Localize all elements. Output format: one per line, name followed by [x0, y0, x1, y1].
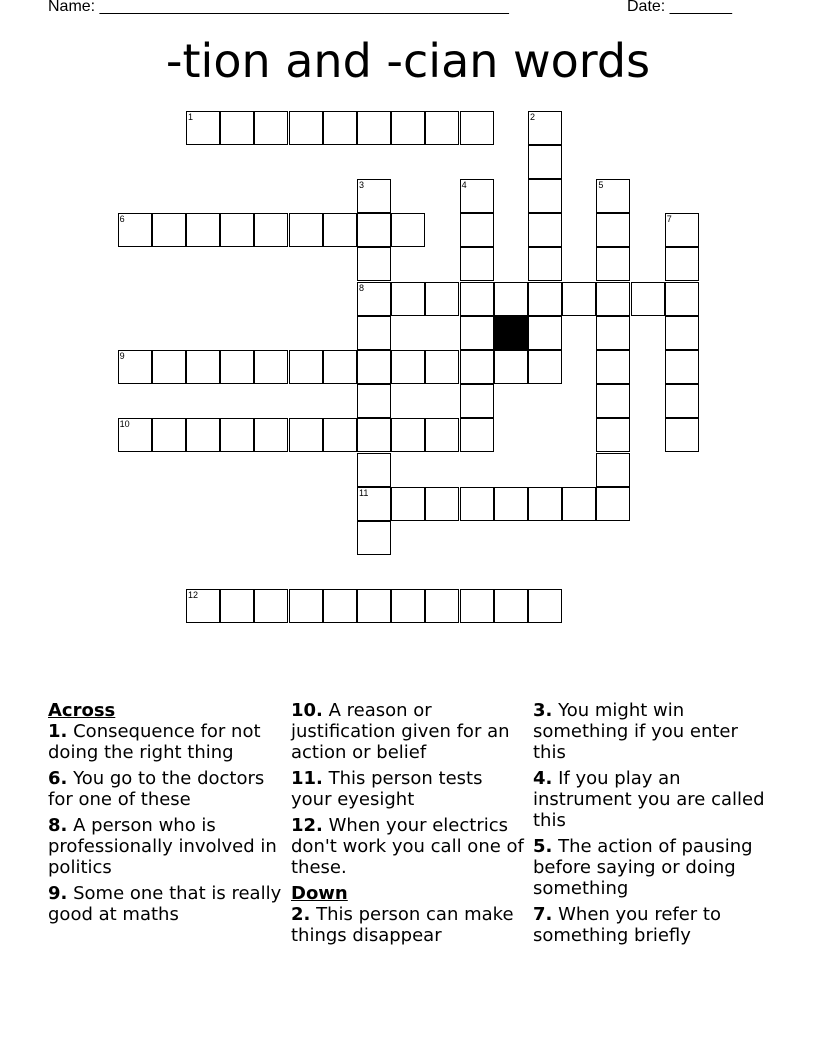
clue-item	[291, 815, 527, 878]
grid-cell[interactable]	[665, 213, 699, 247]
clue-text: When your electrics don't work you call one of these.	[291, 815, 524, 878]
grid-cell[interactable]	[631, 282, 665, 316]
clue-number: 4	[461, 180, 467, 190]
clue-item	[48, 721, 284, 763]
clue-text: A person who is professionally involved in politics	[48, 815, 277, 878]
clue-item	[533, 700, 769, 763]
grid-cell[interactable]	[460, 589, 494, 623]
grid-cell[interactable]	[494, 350, 528, 384]
clue-text: This person tests your eyesight	[291, 768, 483, 810]
clue-text: The action of pausing before saying or doing something	[533, 836, 753, 899]
grid-cell[interactable]	[460, 111, 494, 145]
grid-cell[interactable]	[460, 384, 494, 418]
grid-cell[interactable]	[289, 589, 323, 623]
grid-cell[interactable]	[323, 350, 357, 384]
grid-cell[interactable]	[596, 282, 630, 316]
grid-cell[interactable]	[391, 213, 425, 247]
grid-cell[interactable]	[323, 213, 357, 247]
grid-cell[interactable]	[357, 247, 391, 281]
clue-number-label: 1.	[48, 721, 68, 742]
clue-item	[48, 768, 284, 810]
grid-cell[interactable]	[596, 247, 630, 281]
grid-cell[interactable]	[494, 282, 528, 316]
clue-number-label: 11.	[291, 768, 323, 789]
grid-cell[interactable]	[562, 282, 596, 316]
grid-cell[interactable]	[357, 111, 391, 145]
grid-cell[interactable]	[596, 384, 630, 418]
grid-cell[interactable]	[118, 350, 152, 384]
grid-cell[interactable]	[528, 247, 562, 281]
grid-cell[interactable]	[665, 350, 699, 384]
grid-cell[interactable]	[357, 316, 391, 350]
grid-cell[interactable]	[528, 179, 562, 213]
grid-cell[interactable]	[357, 589, 391, 623]
grid-cell[interactable]	[254, 213, 288, 247]
clue-number-label: 3.	[533, 700, 553, 721]
clue-item	[533, 904, 769, 946]
grid-cell[interactable]	[391, 111, 425, 145]
grid-cell[interactable]	[460, 213, 494, 247]
clue-item	[48, 883, 284, 925]
grid-cell[interactable]	[323, 111, 357, 145]
grid-cell[interactable]	[425, 589, 459, 623]
grid-cell[interactable]	[186, 589, 220, 623]
grid-cell[interactable]	[665, 384, 699, 418]
clue-number-label: 7.	[533, 904, 553, 925]
grid-cell[interactable]	[460, 179, 494, 213]
grid-cell[interactable]	[528, 316, 562, 350]
grid-cell[interactable]	[425, 418, 459, 452]
grid-cell[interactable]	[357, 384, 391, 418]
grid-cell[interactable]	[391, 418, 425, 452]
clue-number: 5	[598, 180, 604, 190]
grid-cell[interactable]	[460, 316, 494, 350]
grid-cell[interactable]	[289, 418, 323, 452]
grid-cell[interactable]	[596, 213, 630, 247]
clue-number: 6	[119, 214, 125, 225]
grid-cell[interactable]	[357, 213, 391, 247]
grid-cell[interactable]	[186, 111, 220, 145]
clue-number: 10	[119, 419, 130, 430]
clue-text: You go to the doctors for one of these	[48, 768, 265, 810]
clue-number-label: 5.	[533, 836, 553, 857]
clue-item	[291, 768, 527, 810]
grid-cell[interactable]	[323, 418, 357, 452]
grid-cell[interactable]	[254, 111, 288, 145]
name-field-label: Name: ______________________________________________	[48, 0, 509, 15]
grid-cell[interactable]	[528, 487, 562, 521]
grid-cell[interactable]	[220, 350, 254, 384]
grid-cell[interactable]	[289, 350, 323, 384]
grid-cell[interactable]	[460, 418, 494, 452]
clue-number-label: 4.	[533, 768, 553, 789]
grid-cell[interactable]	[220, 111, 254, 145]
grid-cell[interactable]	[425, 111, 459, 145]
clue-text: If you play an instrument you are called this	[533, 768, 765, 831]
grid-cell[interactable]	[425, 350, 459, 384]
clue-number-label: 12.	[291, 815, 323, 836]
grid-cell[interactable]	[460, 282, 494, 316]
grid-cell[interactable]	[254, 589, 288, 623]
clue-number-label: 10.	[291, 700, 323, 721]
clue-text: A reason or justification given for an action or belief	[291, 700, 510, 763]
grid-cell[interactable]	[391, 487, 425, 521]
clue-item	[533, 768, 769, 831]
grid-cell[interactable]	[220, 418, 254, 452]
grid-cell[interactable]	[118, 418, 152, 452]
clue-number: 3	[359, 180, 365, 190]
clue-section-heading: Down	[291, 883, 348, 904]
clue-column-2	[291, 700, 527, 951]
clue-number-label: 2.	[291, 904, 311, 925]
grid-cell[interactable]	[357, 453, 391, 487]
clue-item	[533, 836, 769, 899]
puzzle-title: -tion and -cian words	[165, 34, 651, 88]
grid-cell[interactable]	[596, 350, 630, 384]
clue-text: Some one that is really good at maths	[48, 883, 282, 925]
grid-cell[interactable]	[494, 589, 528, 623]
clue-item	[48, 815, 284, 878]
grid-cell[interactable]	[562, 487, 596, 521]
clue-section-heading: Across	[48, 700, 116, 721]
date-field-label: Date: _______	[627, 0, 732, 15]
grid-cell[interactable]	[460, 350, 494, 384]
grid-cell[interactable]	[665, 247, 699, 281]
clue-text: Consequence for not doing the right thing	[48, 721, 261, 763]
grid-cell[interactable]	[357, 521, 391, 555]
grid-cell[interactable]	[254, 418, 288, 452]
clue-text: You might win something if you enter this	[533, 700, 738, 763]
grid-cell[interactable]	[323, 589, 357, 623]
grid-cell[interactable]	[596, 453, 630, 487]
grid-cell[interactable]	[425, 282, 459, 316]
grid-cell[interactable]	[528, 111, 562, 145]
grid-cell[interactable]	[391, 350, 425, 384]
grid-cell[interactable]	[152, 418, 186, 452]
grid-cell[interactable]	[494, 487, 528, 521]
grid-cell[interactable]	[186, 213, 220, 247]
grid-cell[interactable]	[391, 282, 425, 316]
grid-cell[interactable]	[596, 179, 630, 213]
grid-cell[interactable]	[220, 213, 254, 247]
grid-cell[interactable]	[357, 350, 391, 384]
grid-cell[interactable]	[118, 213, 152, 247]
grid-cell[interactable]	[665, 418, 699, 452]
grid-cell[interactable]	[357, 282, 391, 316]
clue-number: 11	[359, 487, 369, 498]
grid-cell[interactable]	[425, 487, 459, 521]
black-square	[494, 316, 528, 350]
grid-cell[interactable]	[289, 213, 323, 247]
grid-cell[interactable]	[596, 418, 630, 452]
clue-column-1	[48, 700, 284, 930]
clue-number: 12	[188, 590, 199, 601]
grid-cell[interactable]	[152, 350, 186, 384]
grid-cell[interactable]	[152, 213, 186, 247]
clue-number: 7	[666, 214, 672, 225]
clue-number: 8	[359, 282, 365, 293]
clue-item	[291, 700, 527, 763]
grid-cell[interactable]	[528, 350, 562, 384]
clue-number: 2	[530, 111, 536, 122]
clue-column-3	[533, 700, 769, 951]
clue-number-label: 8.	[48, 815, 68, 836]
grid-cell[interactable]	[528, 589, 562, 623]
grid-cell[interactable]	[391, 589, 425, 623]
grid-cell[interactable]	[665, 282, 699, 316]
grid-cell[interactable]	[596, 487, 630, 521]
grid-cell[interactable]	[186, 418, 220, 452]
grid-cell[interactable]	[289, 111, 323, 145]
grid-cell[interactable]	[220, 589, 254, 623]
grid-cell[interactable]	[460, 247, 494, 281]
grid-cell[interactable]	[528, 145, 562, 179]
grid-cell[interactable]	[186, 350, 220, 384]
clue-text: When you refer to something briefly	[533, 904, 721, 946]
clue-number-label: 6.	[48, 768, 68, 789]
clue-item	[291, 904, 527, 946]
grid-cell[interactable]	[254, 350, 288, 384]
clue-number-label: 9.	[48, 883, 68, 904]
clue-text: This person can make things disappear	[291, 904, 514, 946]
grid-cell[interactable]	[357, 179, 391, 213]
grid-cell[interactable]	[665, 316, 699, 350]
grid-cell[interactable]	[357, 418, 391, 452]
grid-cell[interactable]	[596, 316, 630, 350]
grid-cell[interactable]	[460, 487, 494, 521]
clue-number: 1	[188, 111, 194, 122]
clue-number: 9	[119, 351, 125, 361]
grid-cell[interactable]	[357, 487, 391, 521]
grid-cell[interactable]	[528, 282, 562, 316]
grid-cell[interactable]	[528, 213, 562, 247]
